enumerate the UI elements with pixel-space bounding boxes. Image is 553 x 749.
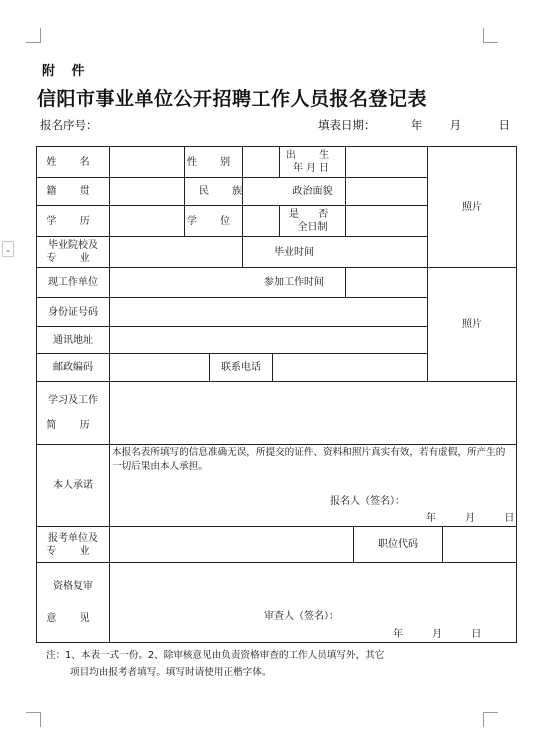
crop-mark-top-right xyxy=(483,28,498,43)
post-code-field[interactable] xyxy=(443,527,516,562)
fulltime-label xyxy=(280,206,345,236)
registration-form-table xyxy=(36,146,517,642)
crop-mark-top-left xyxy=(26,28,41,43)
crop-mark-bottom-left xyxy=(26,712,41,727)
political-status-field[interactable] xyxy=(346,178,427,205)
address-field[interactable] xyxy=(110,327,427,353)
id-number-label: 身份证号码 xyxy=(48,306,98,318)
address-label: 通讯地址 xyxy=(53,334,93,346)
phone-label: 联系电话 xyxy=(221,362,261,373)
native-place-field[interactable] xyxy=(110,178,184,205)
birth-label-line2: 年月日 xyxy=(293,163,332,174)
attachment-label: 附 件 xyxy=(42,64,91,79)
gender-field[interactable] xyxy=(243,147,279,177)
birth-date-label xyxy=(280,147,345,177)
graduate-school-line2: 专 业 xyxy=(46,253,100,264)
name-label: 姓 名 xyxy=(46,156,100,168)
photo-box-1: 照片 xyxy=(462,201,482,213)
registration-number-label: 报名序号： xyxy=(40,118,98,132)
current-employer-field[interactable] xyxy=(110,268,242,297)
fulltime-field[interactable] xyxy=(346,206,427,236)
fill-date-row xyxy=(318,117,510,133)
native-place-label: 籍 贯 xyxy=(46,186,100,197)
birth-date-field[interactable] xyxy=(346,147,427,177)
resume-label-line1: 学习及工作 xyxy=(48,395,98,406)
photo-box-2: 照片 xyxy=(462,319,482,330)
graduation-time-label: 毕业时间 xyxy=(274,246,314,258)
id-number-field[interactable] xyxy=(110,298,427,326)
education-label: 学 历 xyxy=(46,215,100,227)
reviewer-sign-date: 年 月 日 xyxy=(393,629,482,640)
apply-post-label xyxy=(37,527,109,562)
applicant-sign-date: 年 月 日 xyxy=(426,513,515,524)
current-employer-label: 现工作单位 xyxy=(48,277,98,288)
note-line-2: 项目均由报考者填写。填写时请使用正楷字体。 xyxy=(70,667,272,678)
apply-post-line1: 报考单位及 xyxy=(48,532,98,544)
chevron-down-icon[interactable]: ⌄ xyxy=(2,241,14,257)
review-label-line2: 意 见 xyxy=(46,612,100,624)
graduate-school-label xyxy=(37,237,109,267)
fill-date-year: 年 xyxy=(410,118,423,132)
review-opinion-label xyxy=(37,563,109,642)
phone-field[interactable] xyxy=(273,354,427,381)
reviewer-signature-label: 审查人（签名）： xyxy=(264,611,339,622)
postal-code-field[interactable] xyxy=(110,354,209,381)
pledge-label: 本人承诺 xyxy=(53,480,93,491)
applicant-signature-label: 报名人（签名）： xyxy=(330,496,405,507)
note-line-1: 注：1、本表一式一份。2、除审核意见由负责资格审查的工作人员填写外，其它 xyxy=(46,650,385,661)
resume-label xyxy=(37,382,109,444)
work-start-label: 参加工作时间 xyxy=(264,277,324,288)
post-code-label: 职位代码 xyxy=(378,539,418,550)
apply-post-field[interactable] xyxy=(110,527,353,562)
fill-date-month: 月 xyxy=(449,118,462,132)
name-field[interactable] xyxy=(110,147,184,177)
gender-label: 性 别 xyxy=(186,156,241,168)
fulltime-label-line1: 是 否 xyxy=(288,209,337,220)
graduate-school-line1: 毕业院校及 xyxy=(48,240,98,251)
birth-label-line1: 出 生 xyxy=(285,150,340,161)
graduation-time-field[interactable] xyxy=(346,237,427,267)
graduate-school-field[interactable] xyxy=(110,237,242,267)
resume-field[interactable] xyxy=(110,382,516,444)
degree-field[interactable] xyxy=(243,206,279,236)
review-label-line1: 资格复审 xyxy=(53,581,93,593)
fill-date-label: 填表日期： xyxy=(318,118,376,132)
fulltime-label-line2: 全日制 xyxy=(297,222,328,233)
political-status-label: 政治面貌 xyxy=(292,186,333,197)
education-field[interactable] xyxy=(110,206,184,236)
degree-label: 学 位 xyxy=(186,215,241,227)
resume-label-line2: 简 历 xyxy=(46,420,100,431)
fill-date-day: 日 xyxy=(498,118,510,132)
pledge-text: 本报名表所填写的信息准确无误，所提交的证件、资料和照片真实有效，若有虚假，所产生的一切后果由本人承担。 xyxy=(112,447,506,472)
postal-code-label: 邮政编码 xyxy=(53,362,93,373)
ethnicity-label: 民 族 xyxy=(199,186,253,197)
apply-post-line2: 专 业 xyxy=(46,545,100,557)
work-start-field[interactable] xyxy=(346,268,427,297)
page-title: 信阳市事业单位公开招聘工作人员报名登记表 xyxy=(37,88,428,110)
crop-mark-bottom-right xyxy=(483,712,498,727)
